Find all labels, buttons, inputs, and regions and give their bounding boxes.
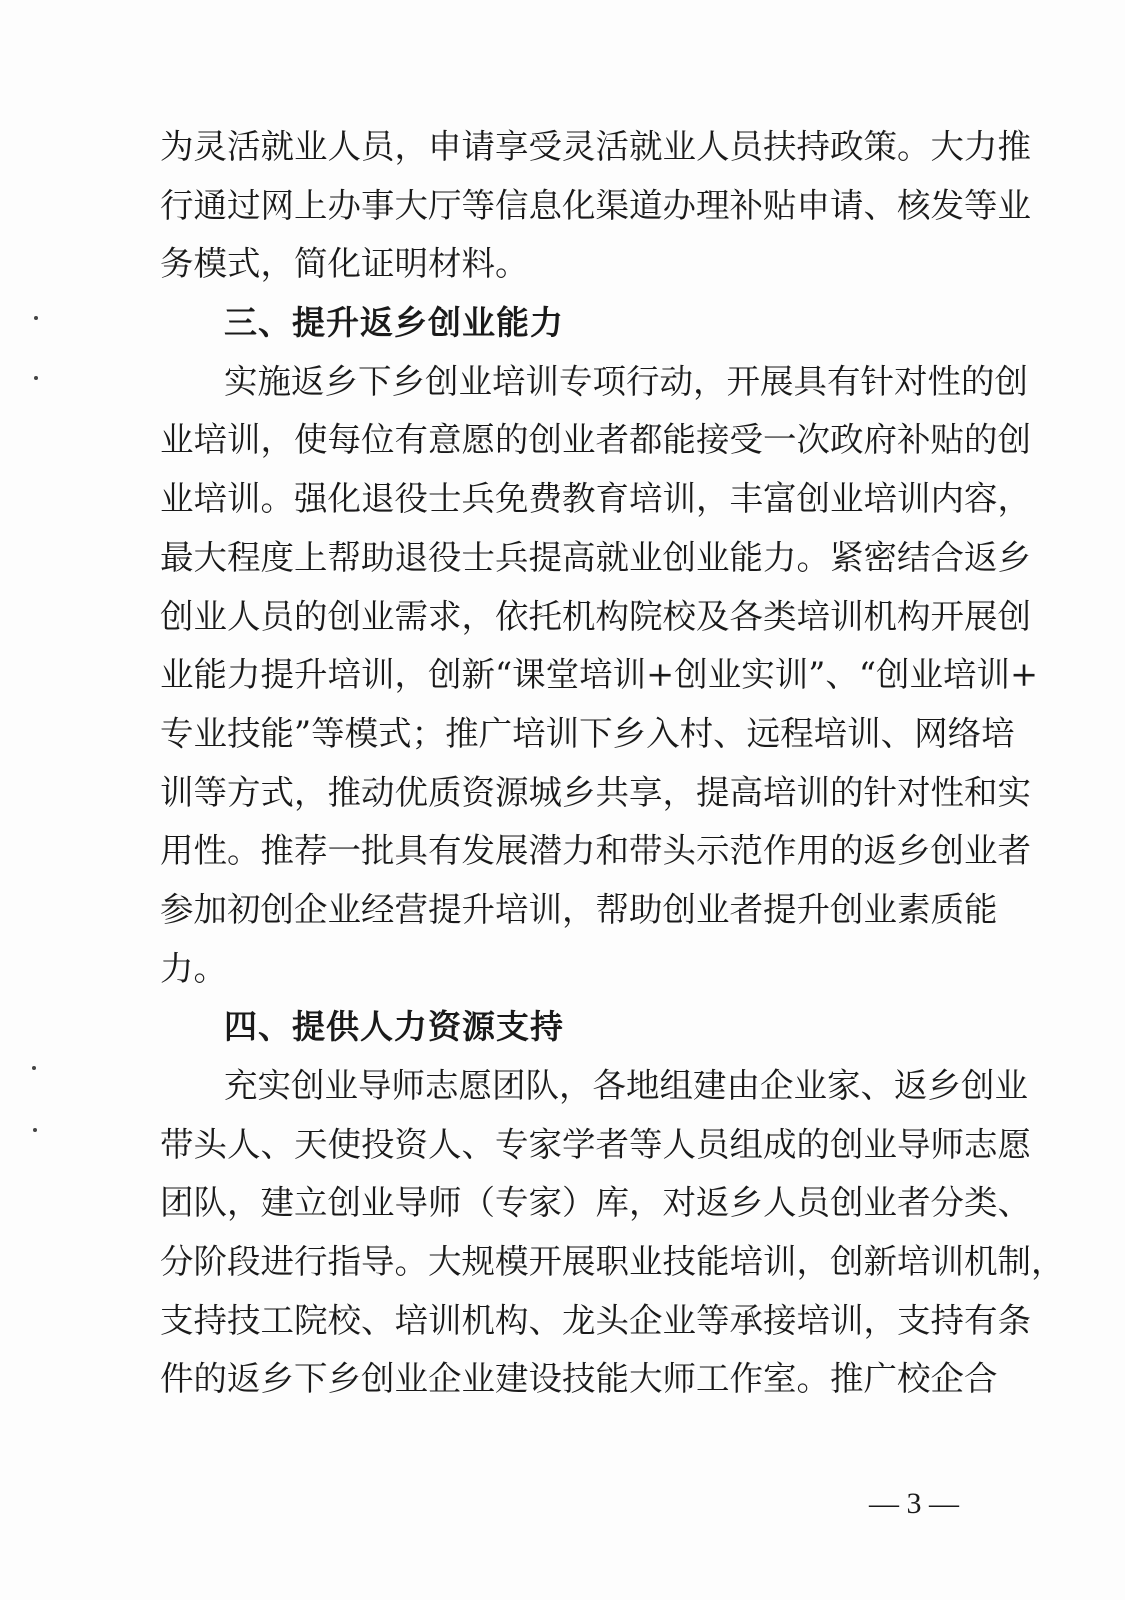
- body-line: 分阶段进行指导。大规模开展职业技能培训，创新培训机制，: [160, 1242, 1065, 1282]
- scan-speck: [34, 316, 38, 320]
- body-line: 业能力提升培训，创新“课堂培训+创业实训”、“创业培训+: [160, 655, 1039, 695]
- document-body: [160, 118, 1065, 1409]
- section-heading: 三、提升返乡创业能力: [224, 303, 564, 343]
- body-line: 业培训。强化退役士兵免费教育培训，丰富创业培训内容，: [160, 479, 1031, 519]
- body-line: 参加初创企业经营提升培训，帮助创业者提升创业素质能: [160, 889, 998, 929]
- body-line: 专业技能”等模式；推广培训下乡入村、远程培训、网络培: [160, 713, 1015, 753]
- paragraph-first-line: 充实创业导师志愿团队，各地组建由企业家、返乡创业: [224, 1066, 1028, 1105]
- body-line: 件的返乡下乡创业企业建设技能大师工作室。推广校企合: [160, 1359, 998, 1399]
- body-line: 业培训，使每位有意愿的创业者都能接受一次政府补贴的创: [160, 420, 1031, 460]
- paragraph-first-line: 实施返乡下乡创业培训专项行动，开展具有针对性的创: [224, 361, 1028, 401]
- body-line: 为灵活就业人员，申请享受灵活就业人员扶持政策。大力推: [160, 127, 1031, 166]
- scan-speck: [34, 376, 38, 380]
- body-line: 力。: [160, 948, 227, 988]
- body-line: 创业人员的创业需求，依托机构院校及各类培训机构开展创: [160, 596, 1031, 636]
- body-line: 带头人、天使投资人、专家学者等人员组成的创业导师志愿: [160, 1124, 1031, 1164]
- scan-speck: [33, 1128, 37, 1132]
- body-line: 务模式，简化证明材料。: [160, 244, 529, 284]
- page-number: — 3 —: [869, 1487, 959, 1520]
- body-line: 训等方式，推动优质资源城乡共享，提高培训的针对性和实: [160, 772, 1031, 812]
- section-heading: 四、提供人力资源支持: [224, 1007, 564, 1047]
- body-line: 支持技工院校、培训机构、龙头企业等承接培训，支持有条: [160, 1300, 1031, 1340]
- body-line: 用性。推荐一批具有发展潜力和带头示范作用的返乡创业者: [160, 831, 1031, 871]
- body-line: 团队，建立创业导师（专家）库，对返乡人员创业者分类、: [160, 1183, 1031, 1223]
- body-line: 行通过网上办事大厅等信息化渠道办理补贴申请、核发等业: [160, 185, 1031, 225]
- body-line: 最大程度上帮助退役士兵提高就业创业能力。紧密结合返乡: [160, 537, 1031, 577]
- scan-speck: [32, 1066, 36, 1070]
